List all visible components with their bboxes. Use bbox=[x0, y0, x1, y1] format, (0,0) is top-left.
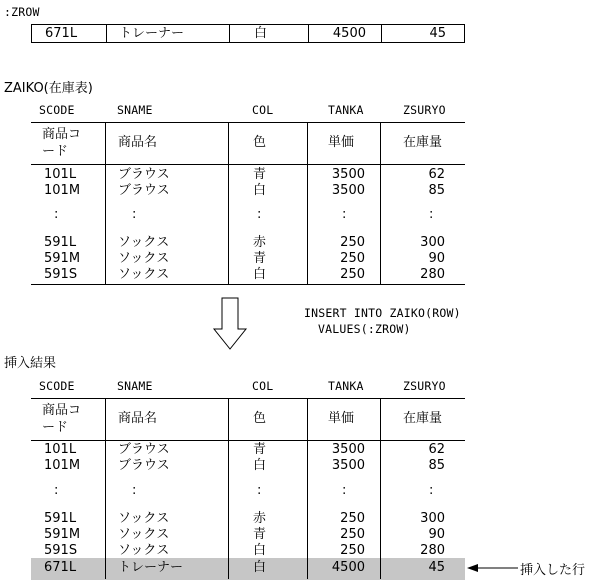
table-cell: 591S bbox=[44, 543, 78, 558]
table-cell: 250 bbox=[340, 267, 365, 282]
table-cell: 280 bbox=[420, 267, 445, 282]
jp-header: 商品コ ード bbox=[42, 127, 82, 159]
table-cell: : bbox=[257, 207, 262, 222]
column-divider bbox=[228, 123, 229, 284]
table-cell: 3500 bbox=[331, 442, 365, 457]
jp-header: 単価 bbox=[328, 135, 355, 150]
column-divider bbox=[229, 25, 230, 42]
table-cell: 90 bbox=[428, 251, 445, 266]
table-cell: 85 bbox=[428, 458, 445, 473]
column-header: TANKA bbox=[328, 103, 364, 117]
sql-line-1: INSERT INTO ZAIKO(ROW) bbox=[304, 306, 461, 320]
column-header: SNAME bbox=[117, 103, 153, 117]
column-header: COL bbox=[252, 103, 274, 117]
table-cell: 青 bbox=[253, 527, 267, 542]
column-divider bbox=[106, 25, 107, 42]
table-cell: 白 bbox=[253, 183, 267, 198]
table-cell: 250 bbox=[340, 251, 365, 266]
zrow-tanka: 4500 bbox=[332, 26, 366, 41]
table-grid bbox=[31, 122, 465, 285]
table-cell: 300 bbox=[420, 235, 445, 250]
column-header: ZSURYO bbox=[403, 379, 446, 393]
table-cell: : bbox=[132, 207, 137, 222]
jp-header: 色 bbox=[253, 411, 267, 426]
column-divider bbox=[228, 399, 229, 579]
table-cell: 90 bbox=[428, 527, 445, 542]
table-cell: 101M bbox=[44, 183, 81, 198]
table-cell: トレーナー bbox=[118, 560, 184, 575]
column-header: SNAME bbox=[117, 379, 153, 393]
table-cell: ソックス bbox=[118, 527, 170, 542]
column-divider bbox=[105, 123, 106, 284]
table-cell: ソックス bbox=[118, 251, 170, 266]
table-cell: 赤 bbox=[253, 235, 267, 250]
zrow-scode: 671L bbox=[45, 26, 78, 41]
zrow-row bbox=[31, 24, 465, 43]
table-cell: 青 bbox=[253, 167, 267, 182]
table-cell: 591S bbox=[44, 267, 78, 282]
down-arrow-icon bbox=[212, 297, 248, 351]
sql-line-2: VALUES(:ZROW) bbox=[318, 322, 411, 336]
column-header: ZSURYO bbox=[403, 103, 446, 117]
table-cell: 白 bbox=[253, 267, 267, 282]
table-cell: 671L bbox=[44, 560, 77, 575]
table-cell: ブラウス bbox=[118, 167, 170, 182]
table-cell: 白 bbox=[253, 458, 267, 473]
zrow-zsuryo: 45 bbox=[429, 26, 446, 41]
table-cell: 白 bbox=[253, 560, 267, 575]
pointer-arrow-icon bbox=[466, 562, 520, 574]
table-cell: 3500 bbox=[331, 167, 365, 182]
table2-title: 挿入結果 bbox=[4, 356, 57, 371]
table-grid bbox=[31, 398, 465, 580]
table-cell: 4500 bbox=[331, 560, 365, 575]
table-cell: : bbox=[132, 483, 137, 498]
table-cell: : bbox=[54, 207, 59, 222]
result-table bbox=[31, 376, 465, 580]
column-divider bbox=[105, 399, 106, 579]
inserted-row-note: 挿入した行 bbox=[520, 563, 586, 578]
zrow-label: :ZROW bbox=[4, 5, 40, 19]
jp-header: 商品名 bbox=[118, 135, 158, 150]
table-cell: : bbox=[429, 483, 434, 498]
table-cell: 591M bbox=[44, 251, 81, 266]
column-header: SCODE bbox=[39, 103, 75, 117]
table-cell: 85 bbox=[428, 183, 445, 198]
table-cell: 45 bbox=[428, 560, 445, 575]
table-cell: ソックス bbox=[118, 511, 170, 526]
table-cell: 250 bbox=[340, 527, 365, 542]
table-cell: 青 bbox=[253, 442, 267, 457]
table-cell: 101L bbox=[44, 167, 77, 182]
table-cell: ソックス bbox=[118, 543, 170, 558]
table-cell: 白 bbox=[253, 543, 267, 558]
jp-header: 単価 bbox=[328, 411, 355, 426]
table-cell: 250 bbox=[340, 235, 365, 250]
table-cell: 青 bbox=[253, 251, 267, 266]
jp-header: 在庫量 bbox=[403, 411, 443, 426]
table-cell: ブラウス bbox=[118, 442, 170, 457]
table-cell: 591L bbox=[44, 235, 77, 250]
table-cell: ソックス bbox=[118, 267, 170, 282]
table-cell: 300 bbox=[420, 511, 445, 526]
column-header: COL bbox=[252, 379, 274, 393]
table-cell: 101M bbox=[44, 458, 81, 473]
table-cell: : bbox=[429, 207, 434, 222]
table1-title: ZAIKO(在庫表) bbox=[4, 81, 93, 96]
table-cell: : bbox=[54, 483, 59, 498]
table-cell: ソックス bbox=[118, 235, 170, 250]
table-cell: 62 bbox=[428, 167, 445, 182]
table-cell: 250 bbox=[340, 543, 365, 558]
jp-header: 商品名 bbox=[118, 411, 158, 426]
table-cell: ブラウス bbox=[118, 183, 170, 198]
table-cell: : bbox=[342, 483, 347, 498]
jp-header: 商品コ ード bbox=[42, 403, 82, 435]
table-cell: ブラウス bbox=[118, 458, 170, 473]
table-cell: 591L bbox=[44, 511, 77, 526]
header-divider bbox=[31, 164, 465, 165]
header-divider bbox=[31, 440, 465, 441]
table-cell: : bbox=[257, 483, 262, 498]
jp-header: 色 bbox=[253, 135, 267, 150]
table-cell: 赤 bbox=[253, 511, 267, 526]
zrow-sname: トレーナー bbox=[119, 26, 185, 41]
table-cell: 280 bbox=[420, 543, 445, 558]
zrow-col: 白 bbox=[254, 26, 268, 41]
table-cell: 101L bbox=[44, 442, 77, 457]
zaiko-table bbox=[31, 100, 465, 285]
table-cell: 250 bbox=[340, 511, 365, 526]
table-cell: : bbox=[342, 207, 347, 222]
table-cell: 3500 bbox=[331, 458, 365, 473]
column-header: TANKA bbox=[328, 379, 364, 393]
table-cell: 3500 bbox=[331, 183, 365, 198]
table-cell: 62 bbox=[428, 442, 445, 457]
column-header: SCODE bbox=[39, 379, 75, 393]
table-cell: 591M bbox=[44, 527, 81, 542]
jp-header: 在庫量 bbox=[403, 135, 443, 150]
